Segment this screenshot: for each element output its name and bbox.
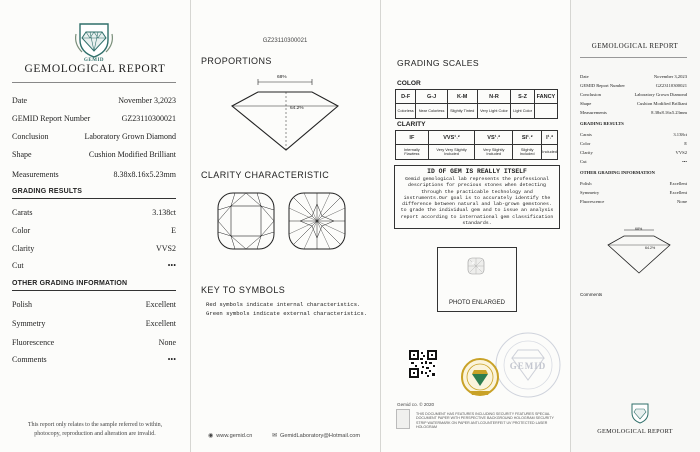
field-value: ••• — [167, 260, 176, 270]
other-grading-heading: OTHER GRADING INFORMATION — [12, 280, 128, 287]
field-row-polish — [12, 298, 176, 310]
color-grade-row — [396, 90, 558, 104]
field-value: 3.138ct — [152, 207, 176, 217]
summary-row-date — [580, 74, 687, 82]
field-label: Shape — [12, 149, 32, 159]
summary-label: Conclusion — [580, 92, 601, 97]
summary-depth-percent: 64.2% — [645, 246, 656, 250]
color-description: Near Colorless — [416, 104, 448, 119]
divider — [12, 82, 176, 83]
field-value: ••• — [167, 354, 176, 364]
summary-row-cut — [580, 159, 687, 167]
field-value: Laboratory Grown Diamond — [84, 131, 176, 141]
field-row-color — [12, 224, 176, 236]
color-grade: N-R — [477, 90, 511, 104]
field-label: Color — [12, 225, 31, 235]
summary-logo-icon — [628, 402, 652, 424]
depth-percent-label: 64.2% — [290, 106, 304, 111]
summary-table-percent: 68% — [635, 227, 643, 231]
summary-value: GZ23110300021 — [655, 83, 687, 88]
clarity-grade: I¹˒² — [542, 131, 558, 145]
field-value: Cushion Modified Brilliant — [88, 149, 176, 159]
color-scale-table — [395, 89, 558, 119]
summary-row-report-number — [580, 83, 687, 91]
summary-value: 3.138ct — [673, 132, 687, 137]
clarity-grade: SI¹˒² — [513, 131, 542, 145]
summary-bottom-title: GEMOLOGICAL REPORT — [597, 428, 673, 435]
summary-value: Laboratory Grown Diamond — [634, 92, 687, 97]
summary-grading-heading: GRADING RESULTS — [580, 121, 624, 126]
clarity-plot-pavilion-view — [286, 190, 348, 252]
gemid-logo-icon — [72, 20, 116, 60]
statement-title: ID OF GEM IS REALLY ITSELF — [427, 168, 527, 175]
footer-website — [208, 432, 252, 439]
clarity-characteristic-heading: CLARITY CHARACTERISTIC — [201, 170, 330, 180]
field-row-cut — [12, 259, 176, 271]
summary-label: Shape — [580, 101, 592, 106]
summary-value: VVS2 — [675, 150, 687, 155]
fold-line — [190, 0, 191, 452]
summary-row-color — [580, 141, 687, 149]
clarity-description: Internally Flawless — [396, 145, 429, 160]
summary-other-heading: OTHER GRADING INFORMATION — [580, 170, 655, 175]
key-line-red: Red symbols indicate internal characteristics. — [206, 301, 361, 308]
clarity-grade: VVS¹˒² — [428, 131, 475, 145]
field-label: Polish — [12, 299, 33, 309]
logo-text: GEMID — [84, 58, 104, 63]
summary-row-conclusion — [580, 92, 687, 100]
field-label: Measurements — [12, 169, 59, 179]
divider — [12, 198, 176, 199]
clarity-grade: IF — [396, 131, 429, 145]
field-row-clarity — [12, 242, 176, 254]
summary-title: GEMOLOGICAL REPORT — [591, 42, 679, 50]
key-to-symbols-heading: KEY TO SYMBOLS — [201, 285, 286, 295]
clarity-scale-heading: CLARITY — [397, 121, 426, 128]
clarity-description: Very Slightly Included — [475, 145, 513, 160]
hologram-watermark-text: GEMID — [509, 361, 547, 371]
cover-title: GEMOLOGICAL REPORT — [24, 63, 166, 75]
divider — [580, 57, 687, 58]
field-label: Cut — [12, 260, 24, 270]
grading-scales-heading: GRADING SCALES — [397, 58, 480, 68]
field-value: E — [171, 225, 176, 235]
summary-label: Date — [580, 74, 589, 79]
summary-value: None — [677, 199, 687, 204]
field-row-date — [12, 94, 176, 106]
field-row-carats — [12, 206, 176, 218]
summary-label: Polish — [580, 181, 592, 186]
field-label: Clarity — [12, 243, 35, 253]
summary-label: Symmetry — [580, 190, 600, 195]
summary-value: 8.38x8.16x5.23mm — [651, 110, 687, 115]
gemid-seal-icon — [458, 357, 502, 397]
color-description: Light Color — [511, 104, 534, 119]
security-features-note: THIS DOCUMENT HAS FEATURES INCLUDING SECURITY FEATURES SPECIAL DOCUMENT PAPER WITH PERSPECTIVE BACKGROUND HOLOGRAM SECURITY STRIP WATERMARK ON PAPER ANTI-COUNTERFEIT UV PROTECTED LASER HOLOGRAM — [416, 412, 554, 430]
summary-label: Measurements — [580, 110, 607, 115]
summary-row-shape — [580, 101, 687, 109]
field-label: GEMID Report Number — [12, 113, 91, 123]
report-number-top: GZ23110300021 — [262, 38, 308, 44]
summary-row-clarity — [580, 150, 687, 158]
fold-line — [380, 0, 381, 452]
color-description-row — [396, 104, 558, 119]
field-row-conclusion — [12, 130, 176, 142]
summary-label: Carats — [580, 132, 592, 137]
qr-code-icon[interactable] — [409, 350, 437, 378]
color-description: Slightly Tinted — [447, 104, 477, 119]
summary-value: Excellent — [669, 190, 687, 195]
summary-row-symmetry — [580, 190, 687, 198]
field-value: November 3,2023 — [118, 95, 176, 105]
diamond-photo — [467, 257, 485, 275]
field-label: Fluorescence — [12, 337, 55, 347]
field-value: Excellent — [145, 299, 176, 309]
clarity-description: Very Very Slightly Included — [428, 145, 475, 160]
globe-icon: ◉ — [208, 433, 214, 439]
summary-label: Clarity — [580, 150, 593, 155]
summary-label: Fluorescence — [580, 199, 605, 204]
field-label: Conclusion — [12, 131, 49, 141]
key-line-green: Green symbols indicate external characteristics. — [206, 310, 368, 317]
statement-box — [394, 165, 560, 229]
cover-footer-note: This report only relates to the sample referred to within, photocopy, reproduction and alteration are invalid. — [27, 422, 163, 437]
grading-results-heading: GRADING RESULTS — [12, 188, 83, 195]
field-row-measurements — [12, 168, 176, 180]
summary-value: Cushion Modified Brilliant — [636, 101, 687, 106]
summary-label: Cut — [580, 159, 587, 164]
fold-line — [570, 0, 571, 452]
proportions-diagram — [222, 74, 352, 154]
summary-label: GEMID Report Number — [580, 83, 625, 88]
clarity-plot-crown-view — [215, 190, 277, 252]
field-label: Date — [12, 95, 28, 105]
clarity-scale-table — [395, 130, 558, 160]
summary-row-carats — [580, 132, 687, 140]
summary-comments-label: Comments — [580, 292, 603, 297]
divider — [12, 290, 176, 291]
color-grade: S-Z — [511, 90, 534, 104]
color-grade: G-J — [416, 90, 448, 104]
clarity-description: Included — [542, 145, 558, 160]
color-scale-heading: COLOR — [397, 80, 421, 87]
statement-body: Gemid gemological lab represents the professional descriptions for precious stones when detecting through the practicable technology and instruments.Our goal is to accurately identify the difference between natural and lab-grown gemstones. to grade the individual gem and to issue an analysis report according to international gem classification standards. — [400, 177, 554, 227]
summary-row-fluorescence — [580, 199, 687, 207]
summary-proportions-diagram — [602, 225, 676, 277]
field-row-fluorescence — [12, 336, 176, 348]
proportions-heading: PROPORTIONS — [201, 56, 272, 66]
field-value: GZ23110300021 — [121, 113, 176, 123]
clarity-description: Slightly Included — [513, 145, 542, 160]
field-label: Carats — [12, 207, 33, 217]
copyright-text: Gemid co. © 2020 — [397, 402, 435, 407]
field-row-report-number — [12, 112, 176, 124]
field-value: VVS2 — [155, 243, 176, 253]
clarity-description-row — [396, 145, 558, 160]
color-description — [534, 104, 557, 119]
summary-value: ••• — [682, 159, 687, 164]
summary-row-polish — [580, 181, 687, 189]
color-grade: D-F — [396, 90, 416, 104]
clarity-grade: VS¹˒² — [475, 131, 513, 145]
color-grade: K-M — [447, 90, 477, 104]
summary-value: E — [684, 141, 687, 146]
field-label: Comments — [12, 354, 47, 364]
field-row-comments — [12, 353, 176, 365]
field-value: 8.38x8.16x5.23mm — [113, 169, 176, 179]
footer-email — [272, 432, 360, 439]
field-row-shape — [12, 148, 176, 160]
security-thumbnail — [396, 409, 410, 429]
summary-label: Color — [580, 141, 591, 146]
field-value: Excellent — [145, 318, 176, 328]
website-link[interactable]: www.gemid.cn — [216, 432, 253, 439]
photo-enlarged-label: PHOTO ENLARGED — [449, 300, 505, 306]
field-row-symmetry — [12, 317, 176, 329]
color-description: Colorless — [396, 104, 416, 119]
summary-value: Excellent — [669, 181, 687, 186]
summary-value: November 3,2023 — [653, 74, 687, 79]
email-link[interactable]: GemidLaboratory@Hotmail.com — [280, 432, 361, 439]
clarity-grade-row — [396, 131, 558, 145]
table-percent-label: 68% — [277, 75, 287, 80]
field-label: Symmetry — [12, 318, 46, 328]
mail-icon: ✉ — [272, 433, 278, 439]
field-value: None — [158, 337, 176, 347]
summary-row-measurements — [580, 110, 687, 118]
color-grade: FANCY — [534, 90, 557, 104]
color-description: Very Light Color — [477, 104, 511, 119]
